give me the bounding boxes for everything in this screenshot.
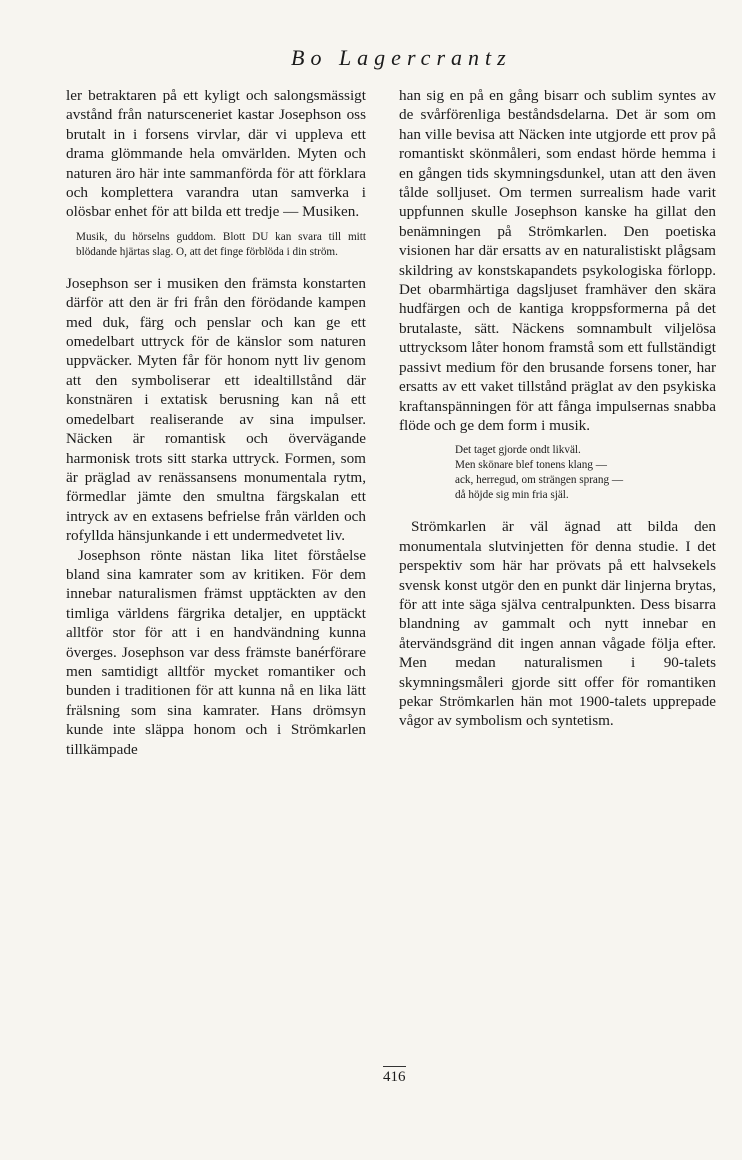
paragraph: han sig en på en gång bisarr och sublim syntes av de svårförenliga beståndsdelarna. Det är som om han ville bevisa att Näcken inte utgjorde ett prov på romantiskt skönmåleri, som endast hörde hemma i en gången tids skymningsdunkel, utan att den även tålde solljuset. Om termen surrealism hade varit uppfunnen skulle Josephson kanske ha gillat den benämningen på Strömkarlen. Den poetiska visionen har där ersatts av en naturalistiskt plågsam skildring av konstskapandets psykologiska förlopp. Det obarmhärtiga dagsljuset framhäver den skära hudfärgen och de kantiga kroppsformerna på det brutalaste, sätt. Näckens somnambult viljelösa uttrycksom låter honom framstå som ett fullständigt passivt medium för den brusande forsens toner, har ersatts av ett vaket tillstånd präglat av den psykiska kraftanspänningen för att fånga impulsernas snabba flöde och ge dem form i musik.: [399, 87, 716, 434]
verse-text: Musik, du hörselns guddom. Blott DU kan svara till mitt blödande hjärtas slag. O, att det finge förblöda i din ström.: [76, 230, 366, 258]
verse-line: Det taget gjorde ondt likväl.: [455, 444, 581, 457]
author-name: Bo Lagercrantz: [291, 45, 512, 70]
verse-line: då höjde sig min fria själ.: [455, 489, 569, 502]
verse-line: Men skönare blef tonens klang —: [455, 459, 607, 472]
quoted-verse: [76, 230, 366, 260]
quoted-verse: [455, 443, 716, 503]
verse-line: ack, herregud, om strängen sprang —: [455, 474, 624, 487]
right-column: [399, 86, 716, 731]
paragraph: ler betraktaren på ett kyligt och salongsmässigt avstånd från natursceneriet kastar Josephson oss brutalt in i forsens virvlar, där vi uppleva ett drama glömmande hela omvärlden. Myten och naturen äro här inte sammanförda för att förklara och komplettera varandra utan samverka i olösbar enhet för att bilda ett tredje — Musiken.: [66, 87, 366, 221]
left-column: [66, 86, 366, 759]
paragraph: Strömkarlen är väl ägnad att bilda den monumentala slutvinjetten för denna studie. I det perspektiv som här har prövats på ett halvsekels svensk konst utgör den en punkt där linjerna brytas, för att inte säga själva centralpunkten. Dess bisarra blandning av gammalt och nytt innebar en återvändsgränd dit ingen annan vågade följa efter. Men medan naturalismen i 90-talets skymningsmåleri gjorde sitt offer för romantiken pekar Strömkarlen hän mot 1900-talets upprepade vågor av symbolism och syntetism.: [399, 518, 716, 730]
paragraph: Josephson rönte nästan lika litet förståelse bland sina kamrater som av kritiken. För dem innebar naturalismen främst upptäckten av den timliga världens färgrika detaljer, en upptäckt alltför stor för att i en handvändning kunna överges. Josephson var dess främste banérförare men samtidigt alltför mycket romantiker och bunden i traditionen för att kunna nå en lika lätt frälsning som sina kamrater. Hans drömsyn kunde inte släppa honom och i Strömkarlen tillkämpade: [66, 546, 366, 758]
paragraph: Josephson ser i musiken den främsta konstarten därför att den är fri från den förödande kampen med duk, färg och penslar och kan ge ett omedelbart uttryck för de känslor som naturen uppväcker. Myten får för honom nytt liv genom att den symboliserar ett idealtillstånd där konstnären i extatisk berusning kan nå ett omedelbart realiserande av sina impulser. Näcken är romantisk och övervägande harmonisk trots sitt starka uttryck. Formen, som är präglad av renässansens monumentala rytm, förmedlar jämte den smultna färgskalan ett intryck av en extasens befrielse från världen och rofyllda hänsjunkande i ett undermedvetet liv.: [66, 274, 366, 545]
page-number-text: 416: [383, 1066, 406, 1086]
